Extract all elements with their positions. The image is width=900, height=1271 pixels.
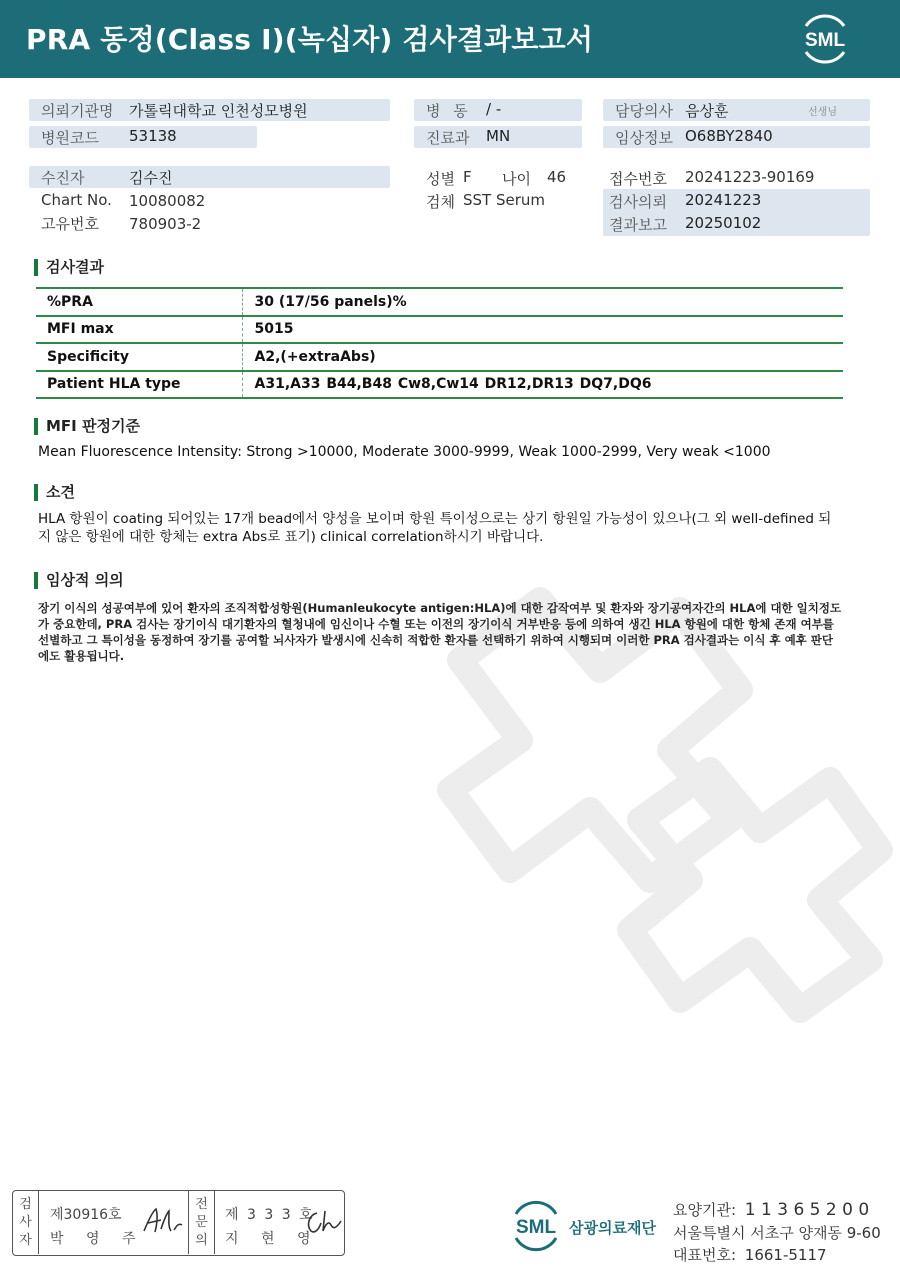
table-row xyxy=(36,316,843,344)
examiner-license: 제30916호 xyxy=(50,1207,122,1223)
uid-label: 고유번호 xyxy=(41,215,99,233)
examiner-name: 박 영 주 xyxy=(50,1231,145,1247)
dates-box xyxy=(603,189,870,236)
sml-footer-logo-text: SML xyxy=(515,1217,557,1238)
org-code-label: 요양기관: xyxy=(673,1201,737,1219)
significance-title: 임상적 의의 xyxy=(34,572,124,589)
org-phone-label: 대표번호: xyxy=(673,1246,737,1264)
report-value: 20250102 xyxy=(685,214,762,232)
remark-title: 소견 xyxy=(34,484,75,501)
table-row xyxy=(36,288,843,316)
doctor-value: 음상훈 xyxy=(685,102,729,120)
receipt-label: 접수번호 xyxy=(609,170,667,188)
chart-value: 10080082 xyxy=(129,192,206,210)
org-phone xyxy=(673,1244,827,1265)
dept-label: 진료과 xyxy=(426,129,470,147)
chart-label: Chart No. xyxy=(41,191,112,209)
sex-label: 성별 xyxy=(426,170,455,188)
sml-logo-text: SML xyxy=(804,30,846,51)
clinical-value: O68BY2840 xyxy=(685,127,773,145)
report-title: PRA 동정(Class I)(녹십자) 검사결과보고서 xyxy=(26,23,594,56)
hospital-code-label: 병원코드 xyxy=(41,129,99,147)
patient-value: 김수진 xyxy=(129,169,173,187)
dept-value: MN xyxy=(486,127,511,145)
significance-text: 장기 이식의 성공여부에 있어 환자의 조직적합성항원(Humanleukocyte antigen:HLA)에 대한 감작여부 및 환자와 장기공여자간의 HLA에 대한 일치정도가 중요한데, PRA 검사는 장기이식 대기환자의 혈청내에 임신이나 수혈 또는 이전의 장기이식 거부반응 등에 의하여 생긴 HLA 항원에 대한 항체 존재 여부를 선별하고 그 특이성을 동정하여 장기를 공여할 뇌사자가 발생시에 신속히 적합한 환자를 선택하기 위하여 시행되며 이러한 PRA 검사결과는 이식 후 예후 판단에도 활용됩니다. xyxy=(38,601,842,663)
examiner-label: 검 사 자 xyxy=(13,1191,39,1254)
org-code-value: 1 1 3 6 5 2 0 0 xyxy=(744,1200,870,1220)
specialist-signature-icon xyxy=(303,1207,343,1237)
clinical-label: 임상정보 xyxy=(615,129,673,147)
hospital-code-value: 53138 xyxy=(129,127,177,145)
doctor-row xyxy=(603,99,870,121)
org-name: 삼광의료재단 xyxy=(569,1219,656,1237)
request-value: 20241223 xyxy=(685,191,762,209)
mfi-title: MFI 판정기준 xyxy=(34,418,140,435)
specimen-value: SST Serum xyxy=(463,191,546,209)
result-value: A2,(+extraAbs) xyxy=(242,343,843,371)
institution-label: 의뢰기관명 xyxy=(41,102,114,120)
hospital-code-row xyxy=(29,126,257,148)
remark-text: HLA 항원이 coating 되어있는 17개 bead에서 양성을 보이며 항원 특이성으로는 상기 항원일 가능성이 있으나(그 외 well-defined 되지 않은 항원에 대한 항체는 extra Abs로 표기) clinical correlation하시기 바랍니다. xyxy=(38,511,832,545)
signature-stamp xyxy=(12,1190,345,1256)
results-title: 검사결과 xyxy=(34,259,104,276)
patient-label: 수진자 xyxy=(41,169,85,187)
specialist-name: 지 현 영 xyxy=(225,1231,320,1247)
result-value: 30 (17/56 panels)% xyxy=(242,288,843,316)
table-row xyxy=(36,371,843,399)
institution-row xyxy=(29,99,390,121)
age-label: 나이 xyxy=(502,170,531,188)
patient-row xyxy=(29,166,390,188)
sml-logo xyxy=(796,12,854,64)
result-value: A31,A33 B44,B48 Cw8,Cw14 DR12,DR13 DQ7,DQ6 xyxy=(242,371,843,399)
receipt-value: 20241223-90169 xyxy=(685,168,815,186)
result-key: %PRA xyxy=(36,288,242,316)
specimen-label: 검체 xyxy=(426,193,455,211)
ward-value: / - xyxy=(486,100,502,118)
examiner-signature-icon xyxy=(141,1205,185,1237)
age-value: 46 xyxy=(547,168,567,186)
table-row xyxy=(36,343,843,371)
result-value: 5015 xyxy=(242,316,843,344)
sex-value: F xyxy=(463,168,472,186)
institution-value: 가톨릭대학교 인천성모병원 xyxy=(129,102,308,120)
mfi-text: Mean Fluorescence Intensity: Strong >10000, Moderate 3000-9999, Weak 1000-2999, Very weak <1000 xyxy=(38,444,771,460)
org-code xyxy=(673,1199,869,1220)
doctor-label: 담당의사 xyxy=(615,102,673,120)
clinical-row xyxy=(603,126,870,148)
org-address: 서울특별시 서초구 양재동 9-60 xyxy=(673,1224,881,1242)
sml-footer-logo xyxy=(508,1198,564,1252)
doctor-suffix: 선생님 xyxy=(808,107,837,118)
specialist-label: 전 문 의 xyxy=(188,1191,215,1254)
ward-row xyxy=(414,99,582,121)
dept-row xyxy=(414,126,582,148)
result-key: Patient HLA type xyxy=(36,371,242,399)
result-key: Specificity xyxy=(36,343,242,371)
org-phone-value: 1661-5117 xyxy=(744,1246,827,1264)
uid-value: 780903-2 xyxy=(129,215,202,233)
specialist-license: 제 3 3 3 호 xyxy=(225,1207,315,1223)
report-header xyxy=(0,0,900,78)
results-table xyxy=(36,287,843,399)
ward-label: 병 동 xyxy=(426,102,468,120)
request-label: 검사의뢰 xyxy=(609,193,667,211)
result-key: MFI max xyxy=(36,316,242,344)
report-label: 결과보고 xyxy=(609,216,667,234)
